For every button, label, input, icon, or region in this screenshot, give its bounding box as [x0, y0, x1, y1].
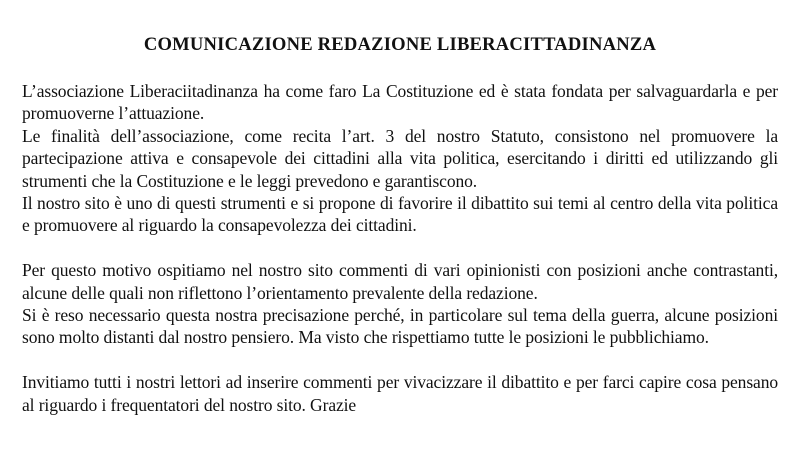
document-body [22, 80, 778, 416]
paragraph-group-editorial-note [22, 259, 778, 349]
paragraph-reader-invitation: Invitiamo tutti i nostri lettori ad inserire commenti per vivacizzare il dibattito e per farci capire cosa pensano al riguardo i frequentatori del nostro sito. Grazie [22, 372, 778, 415]
paragraph-group-invitation [22, 371, 778, 416]
paragraph-association-foundation: L’associazione Liberaciitadinanza ha come faro La Costituzione ed è stata fondata per salvaguardarla e per promuoverne l’attuazione. [22, 81, 778, 124]
paragraph-site-purpose: Il nostro sito è uno di questi strumenti e si propone di favorire il dibattito sui temi al centro della vita politica e promuovere al riguardo la consapevolezza dei cittadini. [22, 193, 778, 236]
document-title: COMUNICAZIONE REDAZIONE LIBERACITTADINANZA [143, 34, 657, 55]
paragraph-opinions-hosted: Per questo motivo ospitiamo nel nostro sito commenti di vari opinionisti con posizioni anche contrastanti, alcune delle quali non riflettono l’orientamento prevalente della redazione. [22, 260, 778, 303]
paragraph-group-intro [22, 80, 778, 237]
paragraph-clarification: Si è reso necessario questa nostra precisazione perché, in particolare sul tema della guerra, alcune posizioni sono molto distanti dal nostro pensiero. Ma visto che rispettiamo tutte le posizioni le pubblichiamo. [22, 305, 778, 348]
paragraph-association-goals: Le finalità dell’associazione, come recita l’art. 3 del nostro Statuto, consistono nel promuovere la partecipazione attiva e consapevole dei cittadini alla vita politica, esercitando i diritti ed utilizzando gli strumenti che la Costituzione e le leggi prevedono e garantiscono. [22, 125, 778, 191]
